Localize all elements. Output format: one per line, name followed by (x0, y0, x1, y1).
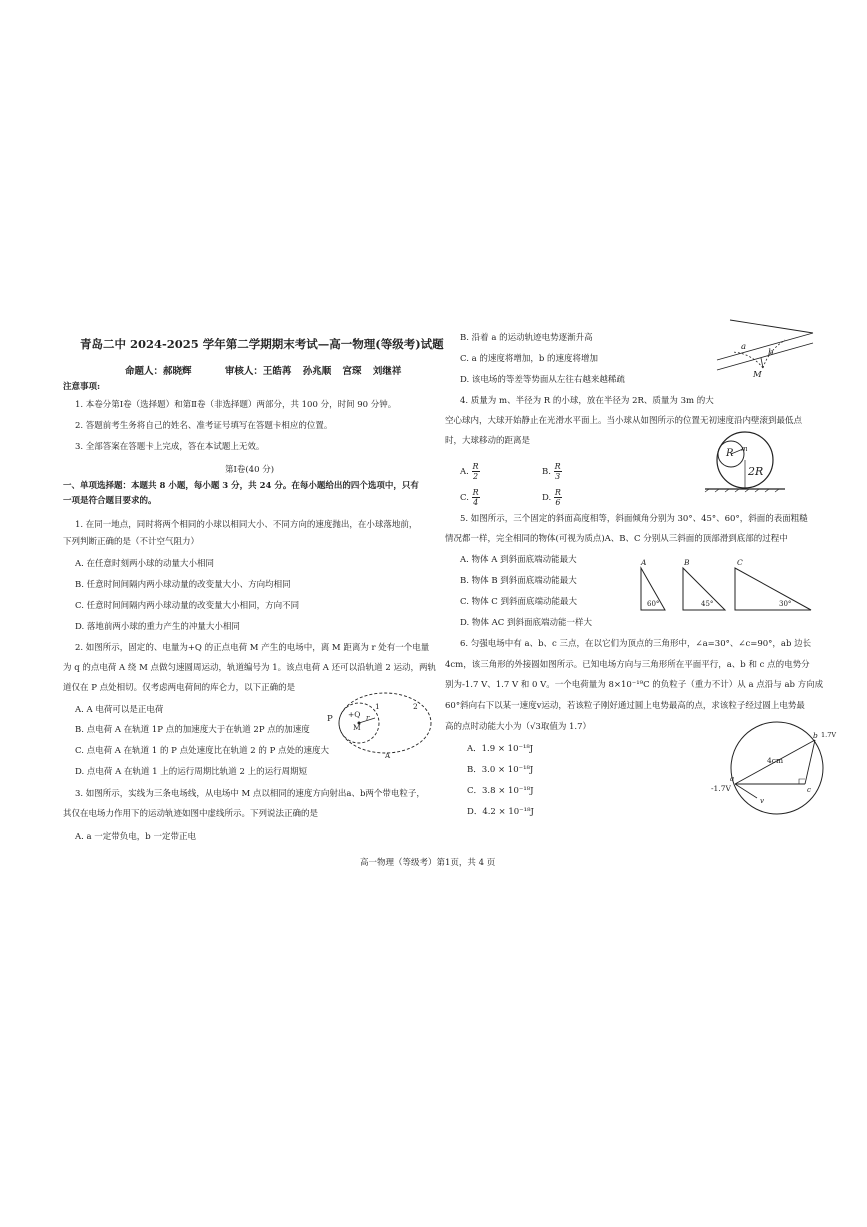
section-instruction: 一项是符合题目要求的。 (63, 496, 157, 506)
q4-label-m: m (741, 445, 748, 453)
q5-label-a: A (641, 558, 647, 567)
q5-label-c: C (737, 558, 743, 567)
exam-title: 青岛二中 2024-2025 学年第二学期期末考试—高一物理(等级考)试题 (80, 337, 444, 351)
q6-stem: 别为-1.7 V、1.7 V 和 0 V。一个电荷量为 8×10⁻¹⁹C 的负粒子（重力不计）从 a 点沿与 ab 方向成 (445, 680, 824, 690)
q2-label-p: P (327, 714, 333, 724)
q4-option-label: D. (542, 493, 552, 503)
q6-label-v: v (760, 797, 764, 805)
q1-stem: 1. 在同一地点，同时将两个相同的小球以相同大小、不同方向的速度抛出，在小球落地前， (75, 520, 418, 530)
q6-label-a-potential: -1.7V (711, 784, 731, 793)
q4-stem: 4. 质量为 m、半径为 R 的小球，放在半径为 2R、质量为 3m 的大 (460, 396, 714, 406)
q4-option-label: C. (460, 493, 469, 503)
q4-label-r: R (726, 448, 734, 459)
q1-option-b[interactable]: B. 任意时间间隔内两小球动量的改变量大小、方向均相同 (75, 580, 291, 590)
note-item: 1. 本卷分第Ⅰ卷（选择题）和第Ⅱ卷（非选择题）两部分，共 100 分，时间 90 分钟。 (75, 400, 397, 410)
q2-option-b[interactable]: B. 点电荷 A 在轨道 1P 点的加速度大于在轨道 2P 点的加速度 (75, 725, 310, 735)
q4-stem: 空心球内，大球开始静止在光滑水平面上。当小球从如图所示的位置无初速度沿内壁滚到最低点 (445, 416, 803, 426)
frac-num: R (554, 488, 561, 497)
reviewers-prefix: 审核人： (224, 366, 263, 377)
q6-label-c: c (807, 786, 811, 794)
q2-option-a[interactable]: A. A 电荷可以是正电荷 (75, 705, 164, 715)
q4-option-d[interactable] (542, 488, 562, 507)
q6-label-length: 4cm (767, 756, 784, 765)
q2-option-c[interactable]: C. 点电荷 A 在轨道 1 的 P 点处速度比在轨道 2 的 P 点处的速度大 (75, 746, 330, 756)
q4-option-b[interactable] (542, 462, 562, 481)
q6-stem: 高的点时动能大小为（√3取值为 1.7） (445, 722, 592, 732)
q5-label-b: B (684, 558, 690, 567)
reviewer-4: 刘继祥 (372, 366, 402, 377)
q3-label-m: M (753, 370, 762, 380)
q3-option-a[interactable]: A. a 一定带负电，b 一定带正电 (75, 832, 196, 842)
reviewer-1: 王皓苒 (262, 366, 292, 377)
frac-num: R (472, 488, 479, 497)
q6-stem: 4cm，该三角形的外接圆如图所示。已知电场方向与三角形所在平面平行，a、b 和 c 点的电势分 (445, 660, 810, 670)
q4-option-c[interactable] (460, 488, 480, 507)
q5-option-d[interactable]: D. 物体 AC 到斜面底端动能一样大 (460, 618, 592, 628)
frac-den: 3 (555, 472, 561, 481)
q5-option-a[interactable]: A. 物体 A 到斜面底端动能最大 (460, 555, 577, 565)
q2-label-a: A (385, 752, 391, 760)
page-footer: 高一物理（等级考）第1页，共 4 页 (360, 858, 496, 868)
q6-label-a: a (730, 775, 735, 783)
q4-stem: 时，大球移动的距离是 (445, 436, 531, 446)
q5-label-60: 60° (647, 600, 660, 608)
frac-num: R (472, 462, 479, 471)
q2-label-m: M (353, 723, 361, 732)
frac-den: 6 (555, 498, 561, 507)
frac-den: 2 (473, 472, 479, 481)
q6-circle-figure (727, 718, 827, 818)
q6-label-b: b (813, 731, 818, 740)
q2-orbit-figure (335, 688, 435, 758)
q2-label-1: 1 (375, 702, 380, 711)
q6-option-a[interactable]: A．1.9 × 10⁻¹⁸J (467, 744, 534, 754)
q2-label-q: +Q (348, 710, 361, 719)
q4-option-a[interactable] (460, 462, 480, 481)
q3-field-figure (715, 318, 815, 378)
q4-option-frac (554, 488, 562, 507)
q5-option-b[interactable]: B. 物体 B 到斜面底端动能最大 (460, 576, 577, 586)
q1-stem: 下列判断正确的是（不计空气阻力） (63, 537, 200, 547)
authors-line (125, 363, 401, 377)
q6-option-c[interactable]: C．3.8 × 10⁻¹⁸J (467, 786, 534, 796)
q6-option-d[interactable]: D．4.2 × 10⁻¹⁸J (467, 807, 534, 817)
q4-option-frac (472, 488, 480, 507)
reviewer-2: 孙兆顺 (302, 366, 332, 377)
exam-sheet (55, 318, 855, 878)
q3-stem: 其仅在电场力作用下的运动轨迹如图中虚线所示。下列说法正确的是 (63, 809, 319, 819)
q4-option-frac (472, 462, 480, 481)
q6-label-b-potential: 1.7V (821, 731, 837, 739)
q6-stem: 6. 匀强电场中有 a、b、c 三点，在以它们为顶点的三角形中，∠a=30°、∠c=90°，ab 边长 (460, 639, 812, 649)
q2-stem: 为 q 的点电荷 A 绕 M 点做匀速圆周运动，轨道编号为 1。该点电荷 A 还可以沿轨道 2 运动，两轨 (63, 663, 436, 673)
q1-option-d[interactable]: D. 落地前两小球的重力产生的冲量大小相同 (75, 622, 240, 632)
notes-heading: 注意事项: (63, 382, 101, 392)
q5-label-30: 30° (779, 600, 792, 608)
section-title: 第Ⅰ卷(40 分) (225, 465, 275, 475)
author: 郝晓辉 (163, 366, 192, 377)
q4-option-label: B. (542, 467, 551, 477)
q5-label-45: 45° (701, 600, 714, 608)
section-instruction: 一、单项选择题：本题共 8 小题，每小题 3 分，共 24 分。在每小题给出的四个选项中，只有 (63, 481, 419, 491)
q4-label-2r: 2R (748, 465, 764, 478)
reviewer-3: 宫琛 (342, 366, 362, 377)
q3-option-b[interactable]: B. 沿着 a 的运动轨迹电势逐渐升高 (460, 333, 593, 343)
q6-option-b[interactable]: B．3.0 × 10⁻¹⁸J (467, 765, 534, 775)
frac-num: R (554, 462, 561, 471)
q2-label-2: 2 (413, 702, 418, 711)
q3-label-b: b (768, 348, 774, 358)
q2-stem: 2. 如图所示，固定的、电量为+Q 的正点电荷 M 产生的电场中，离 M 距离为 r 处有一个电量 (75, 643, 430, 653)
q2-stem: 道仅在 P 点处相切。仅考虑两电荷间的库仑力，以下正确的是 (63, 683, 296, 693)
note-item: 3. 全部答案在答题卡上完成，答在本试题上无效。 (75, 442, 265, 452)
q5-option-c[interactable]: C. 物体 C 到斜面底端动能最大 (460, 597, 578, 607)
q3-stem: 3. 如图所示，实线为三条电场线，从电场中 M 点以相同的速度方向射出a、b两个带电粒子， (75, 789, 425, 799)
frac-den: 4 (473, 498, 479, 507)
q6-stem: 60°斜向右下以某一速度v运动，若该粒子刚好通过圆上电势最高的点，求该粒子经过圆上电势最 (445, 701, 805, 711)
q2-label-r: r (366, 714, 370, 722)
q1-option-a[interactable]: A. 在任意时刻两小球的动量大小相同 (75, 559, 215, 569)
q1-option-c[interactable]: C. 任意时间间隔内两小球动量的改变量大小相同，方向不同 (75, 601, 300, 611)
q3-label-a: a (741, 342, 747, 352)
q3-option-c[interactable]: C. a 的速度将增加，b 的速度将增加 (460, 354, 599, 364)
q4-ball-figure (703, 430, 788, 492)
q2-option-d[interactable]: D. 点电荷 A 在轨道 1 上的运行周期比轨道 2 上的运行周期短 (75, 767, 308, 777)
authors-prefix: 命题人： (125, 366, 164, 377)
q5-stem: 5. 如图所示，三个固定的斜面高度相等，斜面倾角分别为 30°、45°、60°，斜面的表面粗糙 (460, 514, 808, 524)
q4-option-label: A. (460, 467, 469, 477)
note-item: 2. 答题前考生务将自己的姓名、准考证号填写在答题卡相应的位置。 (75, 421, 333, 431)
q4-option-frac (554, 462, 562, 481)
q3-option-d[interactable]: D. 该电场的等差等势面从左往右越来越稀疏 (460, 375, 625, 385)
q5-stem: 情况都一样，完全相同的物体(可视为质点)A、B、C 分别从三斜面的顶部滑到底部的过程中 (445, 534, 788, 544)
